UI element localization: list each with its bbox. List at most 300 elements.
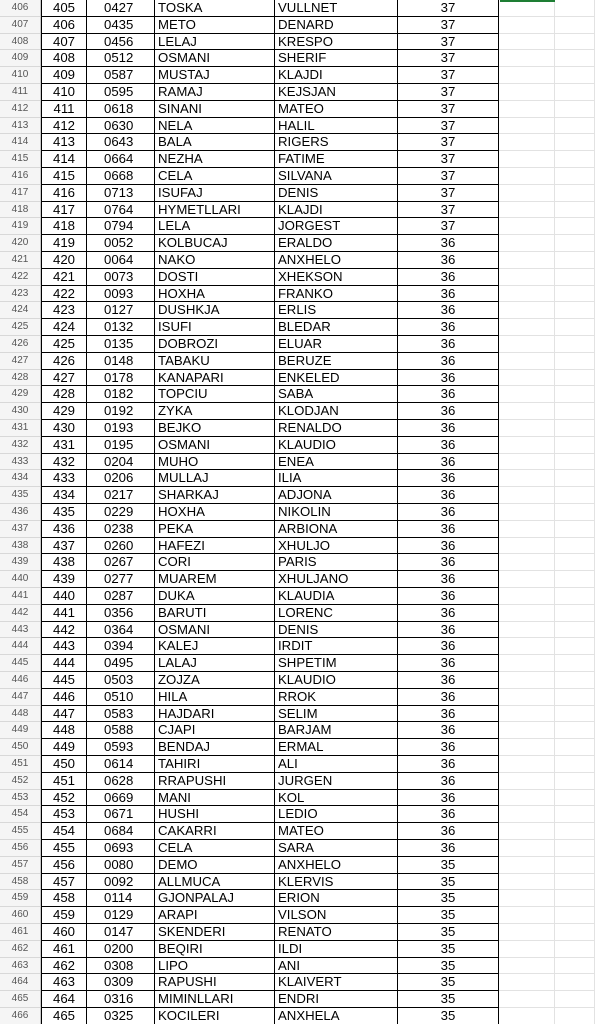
cell-first-name[interactable]: ADJONA (275, 487, 398, 504)
cell-last-name[interactable]: TOSKA (155, 0, 275, 17)
empty-cell[interactable] (555, 588, 595, 605)
empty-cell[interactable] (555, 941, 595, 958)
cell-score[interactable]: 35 (398, 874, 499, 891)
cell-rank[interactable]: 443 (41, 638, 87, 655)
cell-rank[interactable]: 427 (41, 370, 87, 387)
empty-cell[interactable] (499, 941, 555, 958)
cell-rank[interactable]: 439 (41, 571, 87, 588)
cell-rank[interactable]: 436 (41, 521, 87, 538)
cell-score[interactable]: 36 (398, 538, 499, 555)
cell-rank[interactable]: 417 (41, 202, 87, 219)
empty-cell[interactable] (555, 890, 595, 907)
cell-code[interactable]: 0664 (87, 151, 155, 168)
empty-cell[interactable] (555, 118, 595, 135)
row-header[interactable]: 412 (0, 101, 41, 118)
cell-first-name[interactable]: BLEDAR (275, 319, 398, 336)
cell-score[interactable]: 37 (398, 67, 499, 84)
cell-last-name[interactable]: MULLAJ (155, 470, 275, 487)
cell-score[interactable]: 35 (398, 1008, 499, 1024)
cell-score[interactable]: 36 (398, 235, 499, 252)
cell-rank[interactable]: 414 (41, 151, 87, 168)
cell-last-name[interactable]: TOPCIU (155, 386, 275, 403)
cell-last-name[interactable]: HOXHA (155, 504, 275, 521)
cell-last-name[interactable]: MUHO (155, 454, 275, 471)
cell-rank[interactable]: 416 (41, 185, 87, 202)
cell-rank[interactable]: 434 (41, 487, 87, 504)
cell-rank[interactable]: 452 (41, 790, 87, 807)
cell-score[interactable]: 37 (398, 17, 499, 34)
cell-first-name[interactable]: KLAUDIO (275, 672, 398, 689)
cell-code[interactable]: 0456 (87, 34, 155, 51)
empty-cell[interactable] (555, 353, 595, 370)
cell-rank[interactable]: 464 (41, 991, 87, 1008)
cell-last-name[interactable]: CELA (155, 840, 275, 857)
cell-score[interactable]: 37 (398, 118, 499, 135)
row-header[interactable]: 408 (0, 34, 41, 51)
cell-code[interactable]: 0643 (87, 134, 155, 151)
cell-rank[interactable]: 461 (41, 941, 87, 958)
row-header[interactable]: 424 (0, 302, 41, 319)
cell-score[interactable]: 37 (398, 218, 499, 235)
cell-code[interactable]: 0693 (87, 840, 155, 857)
cell-last-name[interactable]: SINANI (155, 101, 275, 118)
cell-last-name[interactable]: LALAJ (155, 655, 275, 672)
cell-code[interactable]: 0668 (87, 168, 155, 185)
cell-last-name[interactable]: NELA (155, 118, 275, 135)
cell-score[interactable]: 36 (398, 336, 499, 353)
cell-score[interactable]: 36 (398, 420, 499, 437)
cell-first-name[interactable]: FATIME (275, 151, 398, 168)
row-header[interactable]: 463 (0, 958, 41, 975)
empty-cell[interactable] (555, 538, 595, 555)
cell-last-name[interactable]: RAPUSHI (155, 974, 275, 991)
cell-rank[interactable]: 410 (41, 84, 87, 101)
empty-cell[interactable] (499, 571, 555, 588)
cell-rank[interactable]: 420 (41, 252, 87, 269)
cell-first-name[interactable]: ALI (275, 756, 398, 773)
cell-score[interactable]: 36 (398, 790, 499, 807)
row-header[interactable]: 432 (0, 437, 41, 454)
cell-code[interactable]: 0064 (87, 252, 155, 269)
cell-score[interactable]: 36 (398, 739, 499, 756)
cell-score[interactable]: 36 (398, 403, 499, 420)
cell-last-name[interactable]: BEJKO (155, 420, 275, 437)
empty-cell[interactable] (555, 840, 595, 857)
cell-first-name[interactable]: DENARD (275, 17, 398, 34)
cell-last-name[interactable]: BENDAJ (155, 739, 275, 756)
cell-first-name[interactable]: ERALDO (275, 235, 398, 252)
empty-cell[interactable] (555, 655, 595, 672)
empty-cell[interactable] (499, 67, 555, 84)
cell-rank[interactable]: 448 (41, 722, 87, 739)
cell-rank[interactable]: 419 (41, 235, 87, 252)
cell-code[interactable]: 0182 (87, 386, 155, 403)
cell-first-name[interactable]: KLAJDI (275, 67, 398, 84)
empty-cell[interactable] (555, 252, 595, 269)
cell-first-name[interactable]: DENIS (275, 185, 398, 202)
cell-code[interactable]: 0356 (87, 605, 155, 622)
cell-code[interactable]: 0595 (87, 84, 155, 101)
empty-cell[interactable] (555, 202, 595, 219)
empty-cell[interactable] (499, 672, 555, 689)
cell-score[interactable]: 36 (398, 806, 499, 823)
cell-first-name[interactable]: VULLNET (275, 0, 398, 17)
empty-cell[interactable] (555, 907, 595, 924)
cell-score[interactable]: 37 (398, 101, 499, 118)
cell-first-name[interactable]: ENDRI (275, 991, 398, 1008)
cell-rank[interactable]: 446 (41, 689, 87, 706)
cell-first-name[interactable]: ARBIONA (275, 521, 398, 538)
empty-cell[interactable] (555, 302, 595, 319)
cell-last-name[interactable]: MUSTAJ (155, 67, 275, 84)
cell-rank[interactable]: 422 (41, 286, 87, 303)
row-header[interactable]: 444 (0, 638, 41, 655)
cell-code[interactable]: 0713 (87, 185, 155, 202)
row-header[interactable]: 459 (0, 890, 41, 907)
cell-first-name[interactable]: KOL (275, 790, 398, 807)
cell-code[interactable]: 0587 (87, 67, 155, 84)
cell-code[interactable]: 0671 (87, 806, 155, 823)
empty-cell[interactable] (555, 101, 595, 118)
empty-cell[interactable] (499, 605, 555, 622)
cell-code[interactable]: 0195 (87, 437, 155, 454)
empty-cell[interactable] (499, 840, 555, 857)
empty-cell[interactable] (555, 739, 595, 756)
cell-score[interactable]: 36 (398, 454, 499, 471)
cell-rank[interactable]: 428 (41, 386, 87, 403)
empty-cell[interactable] (555, 773, 595, 790)
row-header[interactable]: 446 (0, 672, 41, 689)
empty-cell[interactable] (499, 806, 555, 823)
empty-cell[interactable] (499, 235, 555, 252)
cell-first-name[interactable]: XHULJO (275, 538, 398, 555)
cell-code[interactable]: 0206 (87, 470, 155, 487)
cell-score[interactable]: 37 (398, 134, 499, 151)
cell-score[interactable]: 36 (398, 823, 499, 840)
cell-code[interactable]: 0217 (87, 487, 155, 504)
cell-first-name[interactable]: SILVANA (275, 168, 398, 185)
row-header[interactable]: 410 (0, 67, 41, 84)
cell-last-name[interactable]: DOSTI (155, 269, 275, 286)
cell-first-name[interactable]: ERION (275, 890, 398, 907)
cell-last-name[interactable]: OSMANI (155, 50, 275, 67)
cell-first-name[interactable]: ENEA (275, 454, 398, 471)
empty-cell[interactable] (499, 722, 555, 739)
cell-last-name[interactable]: KANAPARI (155, 370, 275, 387)
cell-code[interactable]: 0238 (87, 521, 155, 538)
empty-cell[interactable] (499, 370, 555, 387)
cell-score[interactable]: 36 (398, 554, 499, 571)
empty-cell[interactable] (555, 706, 595, 723)
cell-last-name[interactable]: METO (155, 17, 275, 34)
cell-score[interactable]: 36 (398, 706, 499, 723)
empty-cell[interactable] (555, 151, 595, 168)
empty-cell[interactable] (499, 874, 555, 891)
cell-score[interactable]: 36 (398, 252, 499, 269)
empty-cell[interactable] (555, 991, 595, 1008)
cell-first-name[interactable]: KLAIVERT (275, 974, 398, 991)
row-header[interactable]: 461 (0, 924, 41, 941)
cell-rank[interactable]: 415 (41, 168, 87, 185)
row-header[interactable]: 420 (0, 235, 41, 252)
cell-first-name[interactable]: IRDIT (275, 638, 398, 655)
cell-score[interactable]: 35 (398, 907, 499, 924)
cell-code[interactable]: 0080 (87, 857, 155, 874)
cell-code[interactable]: 0229 (87, 504, 155, 521)
empty-cell[interactable] (499, 336, 555, 353)
cell-score[interactable]: 36 (398, 437, 499, 454)
cell-rank[interactable]: 425 (41, 336, 87, 353)
cell-last-name[interactable]: CAKARRI (155, 823, 275, 840)
row-header[interactable]: 439 (0, 554, 41, 571)
cell-rank[interactable]: 432 (41, 454, 87, 471)
row-header[interactable]: 430 (0, 403, 41, 420)
empty-cell[interactable] (499, 739, 555, 756)
empty-cell[interactable] (499, 773, 555, 790)
empty-cell[interactable] (555, 134, 595, 151)
cell-code[interactable]: 0794 (87, 218, 155, 235)
cell-last-name[interactable]: KOCILERI (155, 1008, 275, 1024)
cell-last-name[interactable]: SKENDERI (155, 924, 275, 941)
empty-cell[interactable] (499, 0, 555, 17)
empty-cell[interactable] (499, 202, 555, 219)
cell-score[interactable]: 36 (398, 672, 499, 689)
cell-first-name[interactable]: ANXHELA (275, 1008, 398, 1024)
cell-score[interactable]: 36 (398, 689, 499, 706)
cell-first-name[interactable]: SHPETIM (275, 655, 398, 672)
empty-cell[interactable] (555, 470, 595, 487)
row-header[interactable]: 462 (0, 941, 41, 958)
row-header[interactable]: 450 (0, 739, 41, 756)
cell-last-name[interactable]: PEKA (155, 521, 275, 538)
empty-cell[interactable] (499, 638, 555, 655)
row-header[interactable]: 418 (0, 202, 41, 219)
row-header[interactable]: 423 (0, 286, 41, 303)
empty-cell[interactable] (499, 487, 555, 504)
cell-rank[interactable]: 455 (41, 840, 87, 857)
cell-rank[interactable]: 457 (41, 874, 87, 891)
cell-code[interactable]: 0614 (87, 756, 155, 773)
empty-cell[interactable] (555, 454, 595, 471)
cell-last-name[interactable]: ISUFAJ (155, 185, 275, 202)
cell-rank[interactable]: 405 (41, 0, 87, 17)
cell-first-name[interactable]: ELUAR (275, 336, 398, 353)
cell-code[interactable]: 0512 (87, 50, 155, 67)
cell-rank[interactable]: 465 (41, 1008, 87, 1024)
cell-last-name[interactable]: OSMANI (155, 437, 275, 454)
cell-score[interactable]: 35 (398, 991, 499, 1008)
cell-first-name[interactable]: KLAUDIO (275, 437, 398, 454)
cell-first-name[interactable]: FRANKO (275, 286, 398, 303)
row-header[interactable]: 460 (0, 907, 41, 924)
empty-cell[interactable] (555, 974, 595, 991)
cell-last-name[interactable]: DOBROZI (155, 336, 275, 353)
cell-rank[interactable]: 418 (41, 218, 87, 235)
row-header[interactable]: 422 (0, 269, 41, 286)
cell-score[interactable]: 37 (398, 0, 499, 17)
empty-cell[interactable] (555, 521, 595, 538)
empty-cell[interactable] (555, 672, 595, 689)
cell-rank[interactable]: 458 (41, 890, 87, 907)
row-header[interactable]: 427 (0, 353, 41, 370)
cell-rank[interactable]: 450 (41, 756, 87, 773)
cell-code[interactable]: 0267 (87, 554, 155, 571)
cell-code[interactable]: 0309 (87, 974, 155, 991)
cell-score[interactable]: 36 (398, 302, 499, 319)
cell-last-name[interactable]: LELA (155, 218, 275, 235)
cell-code[interactable]: 0114 (87, 890, 155, 907)
cell-last-name[interactable]: BALA (155, 134, 275, 151)
cell-code[interactable]: 0394 (87, 638, 155, 655)
row-header[interactable]: 415 (0, 151, 41, 168)
cell-first-name[interactable]: KRESPO (275, 34, 398, 51)
cell-first-name[interactable]: RENALDO (275, 420, 398, 437)
cell-code[interactable]: 0092 (87, 874, 155, 891)
cell-last-name[interactable]: ZOJZA (155, 672, 275, 689)
cell-score[interactable]: 36 (398, 269, 499, 286)
cell-score[interactable]: 35 (398, 890, 499, 907)
cell-rank[interactable]: 435 (41, 504, 87, 521)
row-header[interactable]: 417 (0, 185, 41, 202)
empty-cell[interactable] (499, 1008, 555, 1024)
cell-code[interactable]: 0147 (87, 924, 155, 941)
cell-last-name[interactable]: MUAREM (155, 571, 275, 588)
empty-cell[interactable] (499, 269, 555, 286)
empty-cell[interactable] (555, 554, 595, 571)
row-header[interactable]: 447 (0, 689, 41, 706)
row-header[interactable]: 442 (0, 605, 41, 622)
empty-cell[interactable] (555, 420, 595, 437)
cell-score[interactable]: 36 (398, 655, 499, 672)
empty-cell[interactable] (499, 857, 555, 874)
row-header[interactable]: 426 (0, 336, 41, 353)
cell-code[interactable]: 0427 (87, 0, 155, 17)
cell-rank[interactable]: 409 (41, 67, 87, 84)
empty-cell[interactable] (555, 437, 595, 454)
cell-rank[interactable]: 451 (41, 773, 87, 790)
cell-last-name[interactable]: MANI (155, 790, 275, 807)
cell-code[interactable]: 0618 (87, 101, 155, 118)
cell-first-name[interactable]: KLODJAN (275, 403, 398, 420)
cell-rank[interactable]: 411 (41, 101, 87, 118)
row-header[interactable]: 452 (0, 773, 41, 790)
empty-cell[interactable] (499, 185, 555, 202)
cell-rank[interactable]: 447 (41, 706, 87, 723)
empty-cell[interactable] (499, 168, 555, 185)
cell-score[interactable]: 35 (398, 941, 499, 958)
empty-cell[interactable] (555, 487, 595, 504)
empty-cell[interactable] (499, 437, 555, 454)
cell-last-name[interactable]: MIMINLLARI (155, 991, 275, 1008)
cell-first-name[interactable]: DENIS (275, 622, 398, 639)
cell-code[interactable]: 0588 (87, 722, 155, 739)
cell-code[interactable]: 0260 (87, 538, 155, 555)
cell-rank[interactable]: 423 (41, 302, 87, 319)
cell-rank[interactable]: 456 (41, 857, 87, 874)
cell-score[interactable]: 36 (398, 470, 499, 487)
cell-last-name[interactable]: HILA (155, 689, 275, 706)
row-header[interactable]: 465 (0, 991, 41, 1008)
cell-rank[interactable]: 442 (41, 622, 87, 639)
cell-first-name[interactable]: JURGEN (275, 773, 398, 790)
cell-first-name[interactable]: ERMAL (275, 739, 398, 756)
cell-score[interactable]: 37 (398, 84, 499, 101)
empty-cell[interactable] (499, 151, 555, 168)
cell-score[interactable]: 36 (398, 504, 499, 521)
cell-code[interactable]: 0316 (87, 991, 155, 1008)
empty-cell[interactable] (499, 521, 555, 538)
empty-cell[interactable] (499, 134, 555, 151)
cell-last-name[interactable]: LELAJ (155, 34, 275, 51)
empty-cell[interactable] (555, 571, 595, 588)
empty-cell[interactable] (555, 370, 595, 387)
cell-last-name[interactable]: ALLMUCA (155, 874, 275, 891)
cell-code[interactable]: 0308 (87, 958, 155, 975)
cell-last-name[interactable]: NAKO (155, 252, 275, 269)
cell-code[interactable]: 0628 (87, 773, 155, 790)
empty-cell[interactable] (499, 622, 555, 639)
cell-code[interactable]: 0204 (87, 454, 155, 471)
cell-first-name[interactable]: HALIL (275, 118, 398, 135)
empty-cell[interactable] (499, 823, 555, 840)
cell-score[interactable]: 36 (398, 386, 499, 403)
cell-last-name[interactable]: RRAPUSHI (155, 773, 275, 790)
cell-last-name[interactable]: CELA (155, 168, 275, 185)
empty-cell[interactable] (555, 185, 595, 202)
cell-first-name[interactable]: XHULJANO (275, 571, 398, 588)
empty-cell[interactable] (555, 958, 595, 975)
empty-cell[interactable] (555, 1008, 595, 1024)
cell-first-name[interactable]: SELIM (275, 706, 398, 723)
row-header[interactable]: 458 (0, 874, 41, 891)
cell-rank[interactable]: 412 (41, 118, 87, 135)
empty-cell[interactable] (499, 890, 555, 907)
cell-score[interactable]: 36 (398, 571, 499, 588)
empty-cell[interactable] (499, 470, 555, 487)
cell-code[interactable]: 0583 (87, 706, 155, 723)
cell-rank[interactable]: 421 (41, 269, 87, 286)
cell-score[interactable]: 37 (398, 168, 499, 185)
empty-cell[interactable] (499, 118, 555, 135)
cell-score[interactable]: 36 (398, 353, 499, 370)
cell-code[interactable]: 0073 (87, 269, 155, 286)
row-header[interactable]: 434 (0, 470, 41, 487)
cell-score[interactable]: 36 (398, 638, 499, 655)
row-header[interactable]: 454 (0, 806, 41, 823)
cell-score[interactable]: 36 (398, 286, 499, 303)
empty-cell[interactable] (499, 403, 555, 420)
empty-cell[interactable] (555, 823, 595, 840)
cell-score[interactable]: 36 (398, 722, 499, 739)
row-header[interactable]: 453 (0, 790, 41, 807)
cell-rank[interactable]: 406 (41, 17, 87, 34)
row-header[interactable]: 425 (0, 319, 41, 336)
cell-code[interactable]: 0325 (87, 1008, 155, 1024)
cell-first-name[interactable]: RENATO (275, 924, 398, 941)
empty-cell[interactable] (555, 722, 595, 739)
empty-cell[interactable] (555, 319, 595, 336)
empty-cell[interactable] (555, 924, 595, 941)
row-header[interactable]: 428 (0, 370, 41, 387)
cell-score[interactable]: 36 (398, 622, 499, 639)
empty-cell[interactable] (499, 420, 555, 437)
cell-first-name[interactable]: PARIS (275, 554, 398, 571)
cell-score[interactable]: 35 (398, 924, 499, 941)
empty-cell[interactable] (555, 84, 595, 101)
row-header[interactable]: 413 (0, 118, 41, 135)
empty-cell[interactable] (499, 17, 555, 34)
empty-cell[interactable] (555, 638, 595, 655)
